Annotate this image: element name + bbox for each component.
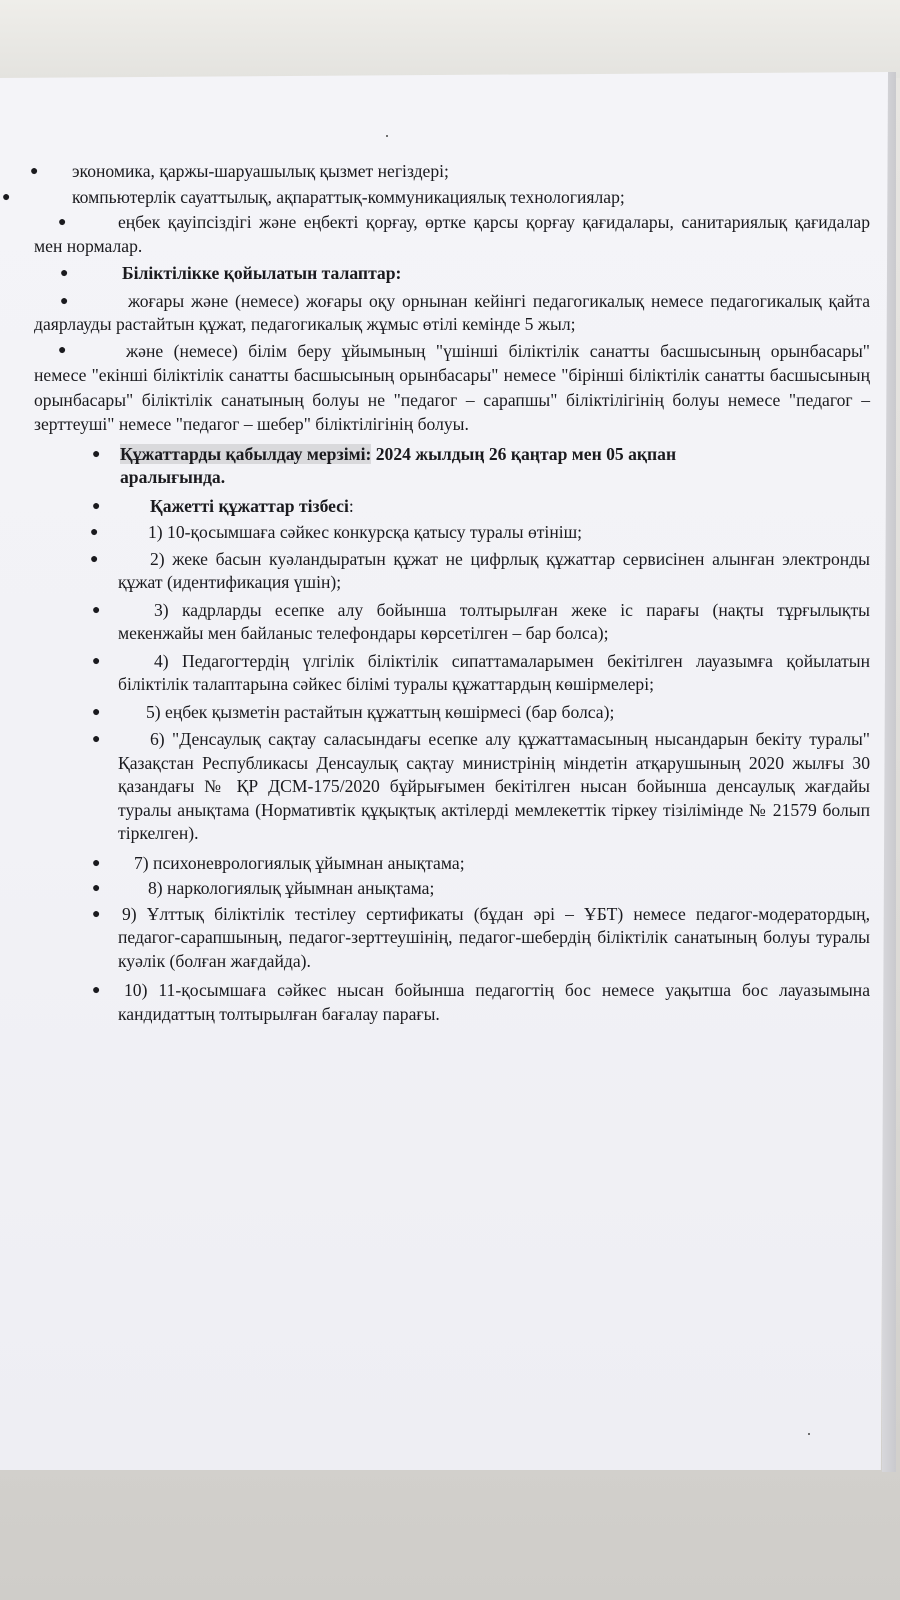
bullet-icon: ● (60, 266, 69, 281)
section-heading (0, 262, 870, 286)
bullet-icon: ● (92, 498, 101, 514)
bullet-icon: ● (92, 602, 101, 618)
bullet-icon: ● (90, 525, 99, 540)
list-item-text: 6) "Денсаулық сақтау саласындағы есепке алу құжаттамасының нысандарын бекіту туралы" Қазақстан Республикасы Денсаулық сақтау министрінің міндетін атқарушының 2020 жылғы 30 қазандағы № ҚР ДСМ-175/2020 бұйрығымен бекітілген нысан бойынша денсаулық жағдайы туралы анықтама (Нормативтік құқықтық актілерді мемлекеттік тіркеу тізілімінде № 21579 болып тіркелген). (118, 729, 870, 843)
list-item-text: жоғары және (немесе) жоғары оқу орнынан кейінгі педагогикалық немесе педагогикалық қайта даярлауды растайтын құжат, педагогикалық жұмыс өтілі кемінде 5 жыл; (34, 290, 870, 334)
bullet-icon: ● (92, 881, 101, 896)
bullet-icon: ● (92, 446, 101, 462)
section-heading (0, 495, 870, 519)
list-item (0, 186, 870, 210)
list-item (0, 877, 870, 901)
bullet-icon: ● (90, 551, 99, 567)
section-heading-text: Қажетті құжаттар тізбесі (150, 495, 349, 516)
deadline-label: Құжаттарды қабылдау мерзімі: (120, 443, 372, 464)
list-item-text: 10) 11-қосымшаға сәйкес нысан бойынша педагогтің бос немесе уақытша бос лауазымына кандидаттың толтырылған бағалау парағы. (118, 980, 870, 1024)
document-body (0, 150, 870, 1028)
list-item-text: еңбек қауіпсіздігі және еңбекті қорғау, өртке қарсы қорғау қағидалары, санитариялық қағидалар мен нормалар. (34, 212, 870, 256)
section-heading-colon: : (348, 495, 354, 516)
deadline-item (0, 443, 870, 490)
bullet-icon: ● (30, 164, 39, 179)
list-item-text: 1) 10-қосымшаға сәйкес конкурсқа қатысу туралы өтініш; (148, 522, 583, 542)
section-heading-text: Біліктілікке қойылатын талаптар: (122, 263, 402, 283)
list-item (0, 650, 870, 697)
list-item (0, 290, 870, 337)
list-item (0, 701, 870, 725)
bullet-icon: ● (2, 189, 11, 205)
list-item (0, 211, 870, 258)
list-item (0, 160, 870, 184)
list-item (0, 728, 870, 846)
list-item-text: экономика, қаржы-шаруашылық қызмет негіздері; (72, 161, 449, 181)
list-item (0, 979, 870, 1026)
list-item-text: 7) психоневрологиялық ұйымнан анықтама; (134, 852, 465, 873)
list-item-text: 4) Педагогтердің үлгілік біліктілік сипаттамаларымен бекітілген лауазымға қойылатын біліктілік талаптарына сәйкес білімі туралы құжаттардың көшірмелері; (118, 650, 870, 694)
list-item-text: компьютерлік сауаттылық, ақпараттық-коммуникациялық технологиялар; (72, 186, 625, 207)
bullet-icon: ● (92, 653, 101, 669)
bullet-icon: ● (92, 732, 101, 747)
paper-speck (808, 1433, 810, 1435)
bullet-icon: ● (92, 983, 101, 998)
list-item (0, 852, 870, 876)
list-item-text: 3) кадрларды есепке алу бойынша толтырылған жеке іс парағы (нақты тұрғылықты мекенжайы мен байланыс телефондары көрсетілген – бар болса); (118, 599, 870, 643)
list-item (0, 339, 870, 437)
list-item (0, 599, 870, 646)
deadline-dates: 2024 жылдың 26 қаңтар мен 05 ақпан аралығында. (120, 443, 677, 487)
table-surface-top (0, 0, 900, 78)
list-item-text: 8) наркологиялық ұйымнан анықтама; (148, 878, 435, 898)
bullet-icon: ● (58, 342, 67, 358)
bullet-icon: ● (92, 704, 101, 720)
list-item (0, 521, 870, 545)
list-item-text: және (немесе) білім беру ұйымының "үшінші біліктілік санатты басшысының орынбасары" немесе "екінші біліктілік санатты басшысының орынбасары" немесе "бірінші біліктілік санатты басшысының орынбасары" біліктілік санатының болуы не "педагог – сарапшы" біліктілігінің болуы немесе "педагог – зерттеуші" немесе "педагог – шебер" біліктілігінің болуы. (34, 340, 870, 434)
list-item-text: 2) жеке басын куәландыратын құжат не цифрлық құжаттар сервисінен алынған электронды құжат (идентификация үшін); (118, 548, 870, 592)
list-item-text: 9) Ұлттық біліктілік тестілеу сертификаты (бұдан әрі – ҰБТ) немесе педагог-модератордың, педагог-сарапшының, педагог-зерттеушінің, педагог-шебердің біліктілік санатының болуы туралы куәлік (болған жағдайда). (118, 903, 870, 971)
list-item (0, 903, 870, 974)
list-item (0, 548, 870, 595)
bullet-icon: ● (92, 906, 101, 922)
list-item-text: 5) еңбек қызметін растайтын құжаттың көшірмесі (бар болса); (146, 701, 615, 722)
bullet-icon: ● (92, 855, 101, 871)
bullet-icon: ● (58, 215, 67, 230)
paper-speck (386, 135, 388, 137)
bullet-icon: ● (60, 293, 69, 309)
